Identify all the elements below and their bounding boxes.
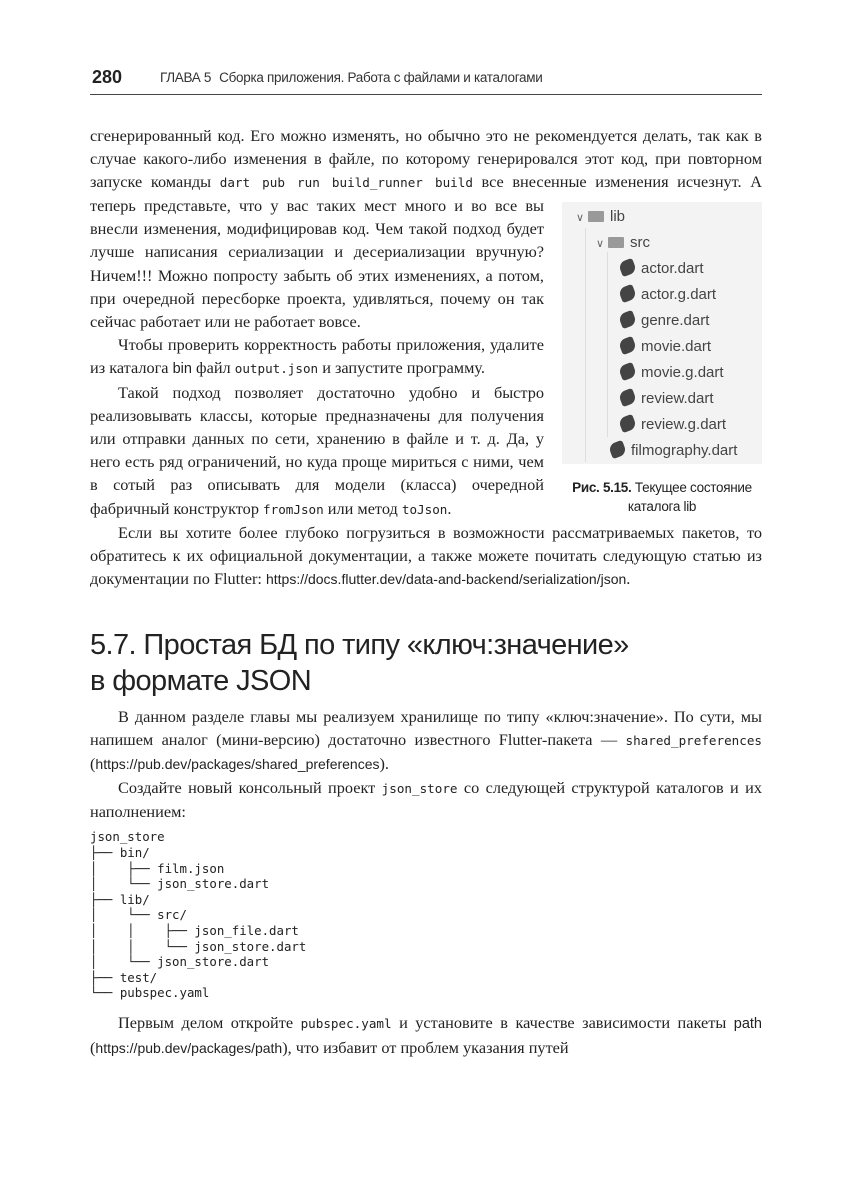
figure-caption — [562, 478, 762, 516]
page-body — [90, 124, 762, 1060]
paragraph-4 — [90, 521, 762, 591]
chapter-title — [160, 70, 542, 85]
project-tree-screenshot — [562, 202, 762, 464]
text: Такой подход позволяет достаточно удобно и быстро реализовывать классы, которые предназначены для получения или отправки данных по сети, хранению в файле и т. д. Да, у него есть ряд ограничений, но куда проще мириться с ними, чем в сотый раз описывать для модели (класса) очередной фабричный конструктор — [90, 383, 544, 518]
dart-file-icon — [618, 284, 637, 303]
text: Если вы хотите более глубоко погрузиться в возможности рассматриваемых пакетов, то обратитесь к их официальной документации, а также можете почитать следующую статью из документации по Flutter: — [90, 522, 762, 588]
tree-folder-lib[interactable] — [576, 206, 625, 228]
inline-code: path — [733, 1015, 762, 1032]
text: . — [447, 498, 452, 518]
text: Чтобы проверить корректность работы приложения, удалите из каталога — [90, 334, 544, 377]
page-number: 280 — [92, 67, 123, 87]
paragraph-7 — [90, 1011, 762, 1060]
file-label: actor.g.dart — [641, 286, 717, 303]
text: или метод — [323, 498, 402, 518]
tree-file[interactable] — [620, 362, 724, 384]
file-label: movie.dart — [641, 338, 712, 355]
inline-code: fromJson — [263, 501, 324, 517]
text: ( — [90, 1037, 96, 1057]
package-link[interactable]: https://pub.dev/packages/path — [95, 1039, 283, 1056]
tree-file[interactable] — [610, 440, 737, 462]
tree-file[interactable] — [620, 284, 716, 306]
text: файл — [191, 357, 235, 377]
text: . — [626, 568, 631, 588]
paragraph-6 — [90, 776, 762, 823]
text: со следующей структурой каталогов и их наполнением: — [90, 778, 762, 822]
inline-code: dart pub run build_runner build — [219, 175, 473, 191]
tree-file[interactable] — [620, 388, 714, 410]
dart-file-icon — [618, 388, 637, 407]
text: Создайте новый консольный проект — [118, 778, 382, 798]
caption-label: Рис. 5.15. — [572, 480, 632, 495]
chapter-label: ГЛАВА 5 — [160, 70, 212, 85]
chevron-down-icon: ∨ — [596, 238, 605, 250]
file-label: filmography.dart — [631, 442, 738, 459]
folder-icon — [588, 211, 604, 222]
tree-guide — [607, 252, 608, 437]
heading-line: в формате JSON — [90, 664, 312, 697]
dart-file-icon — [618, 258, 637, 277]
tree-file[interactable] — [620, 258, 704, 280]
heading-line: 5.7. Простая БД по типу «ключ:значение» — [90, 628, 629, 661]
text: ). — [379, 754, 389, 774]
file-label: review.dart — [641, 390, 714, 407]
text: все внесенные изменения исчезнут. А теперь представьте, что у вас таких мест много и во все вы внесли изменения, модифицировав код. Чем такой подход будет лучше написания сериализации и десериализации вручную? Ничем!!! Можно попросту забыть об этих изменениях, а потом, при очередной пересборке проекта, удивляться, почему он так сейчас работает или не работает вовсе. — [90, 172, 762, 331]
directory-tree-code: json_store ├── bin/ │ ├── film.json │ └── json_store.dart ├── lib/ │ └── src/ │ │ ├── json_file.dart │ │ └── json_store.dart │ └── json_store.dart ├── test/ └── pubspec.yaml — [90, 829, 307, 1001]
file-label: movie.g.dart — [641, 364, 724, 381]
folder-label: src — [630, 234, 650, 251]
text: и установите в качестве зависимости пакеты — [391, 1012, 734, 1032]
tree-file[interactable] — [620, 336, 711, 358]
file-label: actor.dart — [641, 260, 704, 277]
section-heading — [90, 627, 762, 699]
folder-icon — [608, 237, 624, 248]
docs-link[interactable]: https://docs.flutter.dev/data-and-backend/serialization/json — [265, 570, 627, 587]
file-label: genre.dart — [641, 312, 710, 329]
caption-text: Текущее состояние каталога lib — [627, 480, 752, 514]
text: ), что избавит от проблем указания путей — [282, 1037, 569, 1057]
tree-file[interactable] — [620, 414, 726, 436]
text: Первым делом откройте — [118, 1012, 301, 1032]
dart-file-icon — [608, 440, 627, 459]
dart-file-icon — [618, 362, 637, 381]
figure-5-15 — [562, 202, 762, 516]
tree-file[interactable] — [620, 310, 709, 332]
text: В данном разделе главы мы реализуем хранилище по типу «ключ:значение». По сути, мы напишем аналог (мини-версию) достаточно известного Flutter-пакета — — [90, 706, 762, 749]
dart-file-icon — [618, 414, 637, 433]
running-header — [90, 66, 762, 95]
paragraph-5 — [90, 705, 762, 776]
text: сгенерированный код. Его можно изменять, но обычно это не рекомендуется делать, так как в случае какого-либо изменения в файле, по которому генерировался этот код, при повторном запуске команды — [90, 126, 762, 192]
folder-label: lib — [610, 208, 626, 225]
inline-code: bin — [172, 360, 192, 377]
inline-code: shared_preferences — [625, 732, 762, 748]
file-label: review.g.dart — [641, 416, 727, 433]
tree-guide — [585, 228, 586, 462]
tree-folder-src[interactable] — [596, 232, 650, 254]
text: и запустите программу. — [318, 357, 485, 377]
chevron-down-icon: ∨ — [576, 212, 585, 224]
package-link[interactable]: https://pub.dev/packages/shared_preferences — [95, 756, 380, 773]
inline-code: toJson — [401, 501, 448, 517]
inline-code: output.json — [234, 360, 319, 376]
dart-file-icon — [618, 310, 637, 329]
chapter-name: Сборка приложения. Работа с файлами и каталогами — [219, 70, 543, 85]
inline-code: pubspec.yaml — [300, 1015, 392, 1031]
inline-code: json_store — [381, 781, 458, 797]
text: ( — [90, 754, 96, 774]
dart-file-icon — [618, 336, 637, 355]
